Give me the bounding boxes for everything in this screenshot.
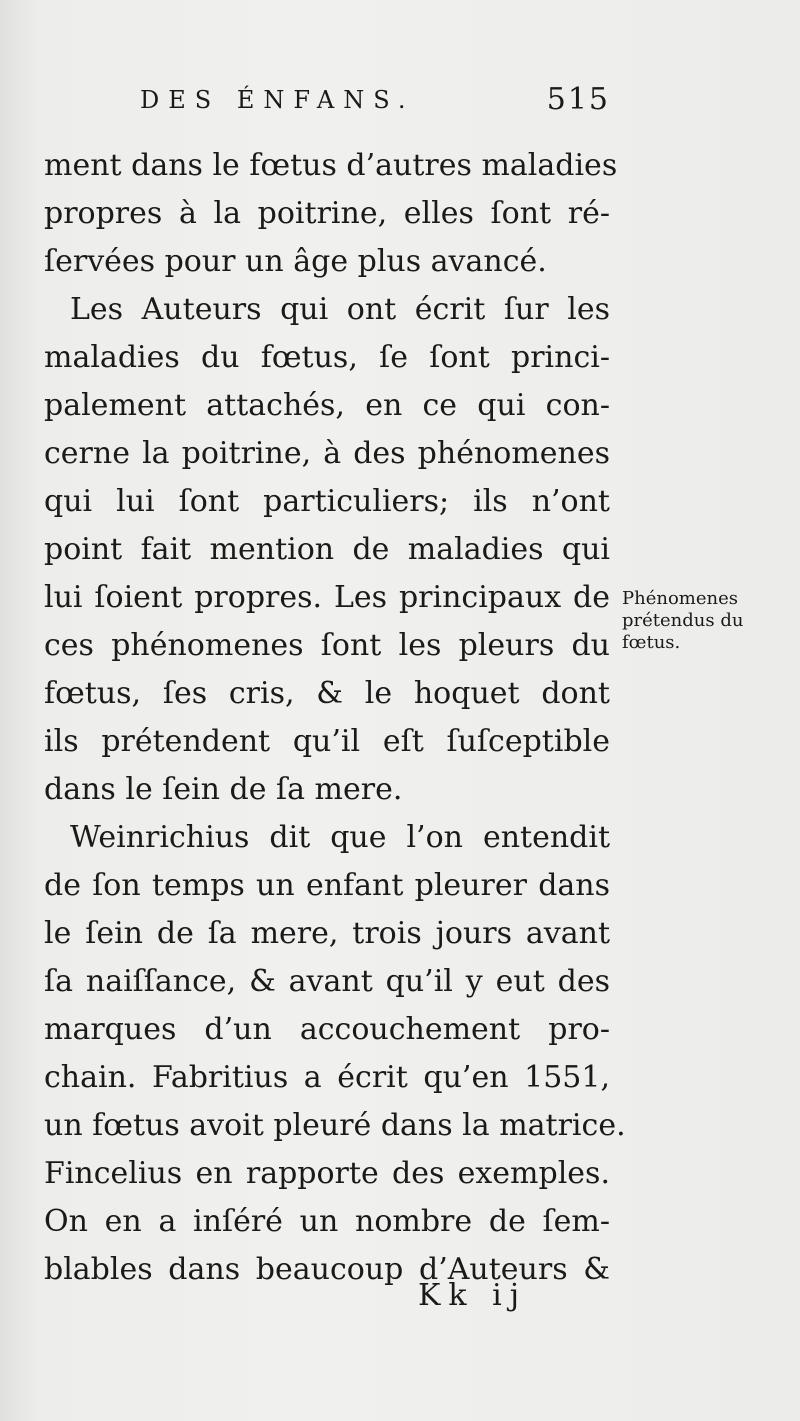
text-line: ſa naiſſance, & avant qu’il y eut des — [44, 964, 610, 999]
text-line: maladies du fœtus, ſe ſont princi- — [44, 340, 610, 375]
text-line: Weinrichius dit que l’on entendit — [70, 820, 610, 855]
text-line: un fœtus avoit pleuré dans la matrice. — [44, 1108, 626, 1143]
text-line: le ſein de ſa mere, trois jours avant — [44, 916, 610, 951]
page-header — [140, 82, 610, 126]
text-line: propres à la poitrine, elles ſont ré- — [44, 196, 610, 231]
text-line: dans le ſein de ſa mere. — [44, 772, 403, 807]
text-line: de ſon temps un enfant pleurer dans — [44, 868, 610, 903]
running-title: DES ÉNFANS. — [140, 86, 415, 114]
text-line: point fait mention de maladies qui — [44, 532, 610, 567]
margin-note-line: fœtus. — [622, 632, 681, 653]
text-line: palement attachés, en ce qui con- — [44, 388, 610, 423]
text-line: marques d’un accouchement pro- — [44, 1012, 610, 1047]
text-line: ces phénomenes ſont les pleurs du — [44, 628, 610, 663]
text-line: qui lui ſont particuliers; ils n’ont — [44, 484, 610, 519]
text-line: lui ſoient propres. Les principaux de — [44, 580, 610, 615]
text-line: On en a inſéré un nombre de ſem- — [44, 1204, 610, 1239]
text-line: ils prétendent qu’il eſt ſuſceptible — [44, 724, 610, 759]
text-line: Les Auteurs qui ont écrit ſur les — [70, 292, 610, 327]
body-text — [44, 142, 626, 1294]
page-number: 515 — [546, 82, 610, 117]
text-line: fœtus, ſes cris, & le hoquet dont — [44, 676, 610, 711]
text-line: ſervées pour un âge plus avancé. — [44, 244, 547, 279]
margin-note — [622, 588, 797, 654]
text-line: cerne la poitrine, à des phénomenes — [44, 436, 610, 471]
text-line: blables dans beaucoup d’Auteurs & — [44, 1252, 610, 1287]
margin-note-line: Phénomenes — [622, 588, 738, 609]
text-line: chain. Fabritius a écrit qu’en 1551, — [44, 1060, 610, 1095]
margin-note-line: prétendus du — [622, 610, 744, 631]
text-line: Fincelius en rapporte des exemples. — [44, 1156, 610, 1191]
text-line: ment dans le fœtus d’autres maladies — [44, 148, 618, 183]
signature-mark: Kk ij — [418, 1278, 528, 1313]
